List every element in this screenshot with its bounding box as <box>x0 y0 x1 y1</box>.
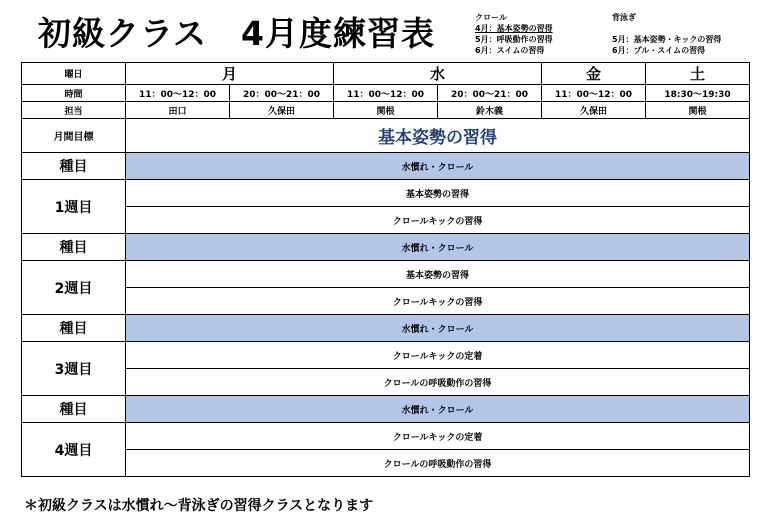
day-cell: 土 <box>646 63 750 85</box>
staff-label: 担当 <box>22 102 126 119</box>
table-row <box>22 261 750 288</box>
time-cell: 11：00～12：00 <box>126 85 230 102</box>
day-cell: 金 <box>542 63 646 85</box>
footer-note: ＊初級クラスは水慣れ～背泳ぎの習得クラスとなります <box>24 498 374 514</box>
table-row <box>22 342 750 369</box>
notes-backstroke-line: 6月：プル・スイムの習得 <box>612 46 706 55</box>
category-cell: 水慣れ・クロール <box>126 153 750 180</box>
notes-crawl-line: 5月：呼吸動作の習得 <box>475 35 553 44</box>
goal-label: 月間目標 <box>22 119 126 153</box>
practice-item: 基本姿勢の習得 <box>126 180 750 207</box>
table-row <box>22 450 750 477</box>
practice-item: クロールの呼吸動作の習得 <box>126 450 750 477</box>
staff-cell: 田口 <box>126 102 230 119</box>
time-row <box>22 85 750 102</box>
monthly-goal: 基本姿勢の習得 <box>126 119 750 153</box>
practice-item: クロールキックの習得 <box>126 288 750 315</box>
notes-crawl-line: 4月：基本姿勢の習得 <box>475 24 553 33</box>
time-cell: 20：00～21：00 <box>230 85 334 102</box>
table-row <box>22 288 750 315</box>
category-label: 種目 <box>22 396 126 423</box>
page-title: 初級クラス 4月度練習表 <box>38 14 435 53</box>
table-row <box>22 369 750 396</box>
notes-crawl <box>475 12 553 56</box>
category-cell: 水慣れ・クロール <box>126 315 750 342</box>
staff-row <box>22 102 750 119</box>
staff-cell: 関根 <box>334 102 438 119</box>
staff-cell: 関根 <box>646 102 750 119</box>
schedule-table <box>21 62 750 477</box>
day-cell: 水 <box>334 63 542 85</box>
practice-item: クロールキックの定着 <box>126 423 750 450</box>
category-row <box>22 315 750 342</box>
practice-item: クロールキックの定着 <box>126 342 750 369</box>
time-cell: 11：00～12：00 <box>542 85 646 102</box>
table-row <box>22 207 750 234</box>
category-cell: 水慣れ・クロール <box>126 234 750 261</box>
day-row <box>22 63 750 85</box>
staff-cell: 久保田 <box>230 102 334 119</box>
category-label: 種目 <box>22 315 126 342</box>
day-cell: 月 <box>126 63 334 85</box>
time-label: 時間 <box>22 85 126 102</box>
week-label: 2週目 <box>22 261 126 315</box>
staff-cell: 鈴木義 <box>438 102 542 119</box>
category-label: 種目 <box>22 153 126 180</box>
staff-cell: 久保田 <box>542 102 646 119</box>
practice-item: 基本姿勢の習得 <box>126 261 750 288</box>
day-label: 曜日 <box>22 63 126 85</box>
time-cell: 11：00～12：00 <box>334 85 438 102</box>
practice-item: クロールキックの習得 <box>126 207 750 234</box>
week-label: 1週目 <box>22 180 126 234</box>
table-row <box>22 423 750 450</box>
category-cell: 水慣れ・クロール <box>126 396 750 423</box>
category-row <box>22 396 750 423</box>
table-row <box>22 180 750 207</box>
notes-crawl-heading: クロール <box>475 13 507 22</box>
practice-item: クロールの呼吸動作の習得 <box>126 369 750 396</box>
goal-row <box>22 119 750 153</box>
week-label: 4週目 <box>22 423 126 477</box>
notes-backstroke <box>612 12 721 56</box>
category-row <box>22 234 750 261</box>
category-label: 種目 <box>22 234 126 261</box>
notes-backstroke-line: 5月：基本姿勢・キックの習得 <box>612 35 722 44</box>
week-label: 3週目 <box>22 342 126 396</box>
category-row <box>22 153 750 180</box>
notes-backstroke-heading: 背泳ぎ <box>612 13 636 22</box>
time-cell: 20：00～21：00 <box>438 85 542 102</box>
time-cell: 18:30～19:30 <box>646 85 750 102</box>
notes-crawl-line: 6月：スイムの習得 <box>475 46 545 55</box>
